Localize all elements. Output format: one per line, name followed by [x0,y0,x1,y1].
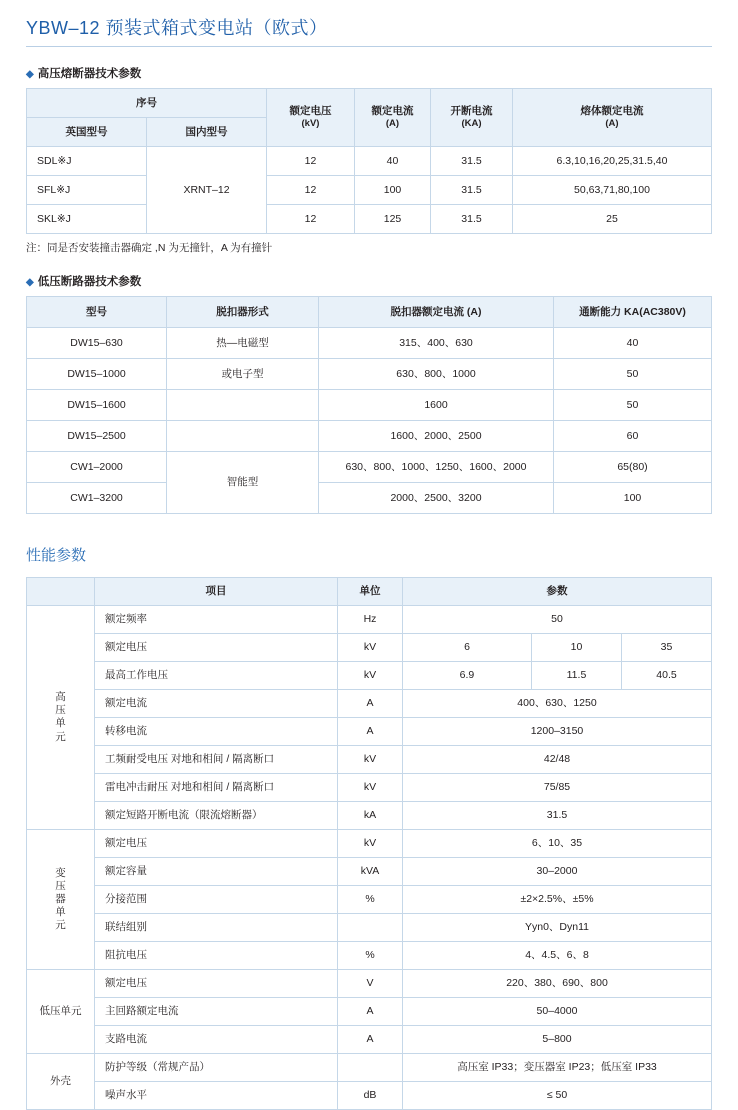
table-row [27,998,712,1026]
cell-breaking-capacity: 40 [554,328,712,359]
header-fuse-rated-current-unit: (A) [605,118,619,130]
table-row [27,830,712,858]
cell-value: 400、630、1250 [403,690,712,718]
table-row [27,690,712,718]
table-row [27,1026,712,1054]
hv-fuse-table [26,88,712,234]
hv-fuse-note: 注：同是否安装撞击器确定 ,N 为无撞针，A 为有撞针 [26,242,273,254]
lv-breaker-table [26,296,712,514]
header-breaking-capacity: 通断能力 KA(AC380V) [554,297,712,328]
table-row [27,147,712,176]
table-row [27,452,712,483]
table-row [27,328,712,359]
table-row [27,858,712,886]
cell-unit: % [338,942,403,970]
header-fuse-rated-current [513,89,712,147]
cell-model: CW1–3200 [27,483,167,514]
cell-breaking-capacity: 50 [554,359,712,390]
table-row [27,390,712,421]
cell-rated-voltage: 12 [267,205,355,234]
section-heading-lv-breaker [26,273,712,289]
table-row [27,662,712,690]
table-row [27,606,712,634]
cell-value: 35 [621,634,711,662]
group-label-hv-text: 高压单元 [55,691,66,743]
section-heading-hv-fuse [26,65,712,81]
cell-fuse-rated-current: 6.3,10,16,20,25,31.5,40 [513,147,712,176]
cell-rated-current: 40 [355,147,431,176]
cell-rated-current: 100 [355,176,431,205]
cell-breaking-current: 31.5 [431,147,513,176]
header-item: 项目 [95,578,338,606]
cell-unit: kA [338,802,403,830]
cell-item: 转移电流 [95,718,338,746]
header-uk-model: 英国型号 [27,118,147,147]
cell-item: 支路电流 [95,1026,338,1054]
cell-unit: dB [338,1082,403,1110]
cell-value: 31.5 [403,802,712,830]
table-row [27,914,712,942]
cell-trip-type [167,421,319,452]
section2-heading-text: 低压断路器技术参数 [37,276,142,288]
cell-unit: A [338,718,403,746]
cell-trip-rated-current: 1600 [319,390,554,421]
cell-item: 分接范围 [95,886,338,914]
cell-value: 30–2000 [403,858,712,886]
cell-uk-model: SFL※J [27,176,147,205]
cell-unit: kV [338,634,403,662]
cell-model: DW15–1000 [27,359,167,390]
cell-value: ±2×2.5%、±5% [403,886,712,914]
cell-trip-rated-current: 2000、2500、3200 [319,483,554,514]
cell-value: 40.5 [621,662,711,690]
table-row [27,886,712,914]
cell-trip-rated-current: 630、800、1000 [319,359,554,390]
cell-unit: kVA [338,858,403,886]
cell-trip-type: 智能型 [167,452,319,514]
cell-unit: A [338,998,403,1026]
diamond-bullet-icon: ◆ [26,277,34,288]
cell-unit: kV [338,746,403,774]
cell-unit [338,1054,403,1082]
cell-rated-voltage: 12 [267,147,355,176]
cell-model: CW1–2000 [27,452,167,483]
group-label-enclosure: 外壳 [27,1054,95,1110]
table-row [27,483,712,514]
cell-breaking-capacity: 50 [554,390,712,421]
table-header-row [27,297,712,328]
cell-item: 额定短路开断电流（限流熔断器） [95,802,338,830]
table-row [27,970,712,998]
cell-item: 额定容量 [95,858,338,886]
cell-item: 额定电压 [95,970,338,998]
header-breaking-current-text: 开断电流 [450,105,493,117]
cell-breaking-current: 31.5 [431,205,513,234]
cell-uk-model: SDL※J [27,147,147,176]
header-model: 型号 [27,297,167,328]
performance-table [26,577,712,1110]
cell-unit: kV [338,662,403,690]
cell-unit: kV [338,774,403,802]
cell-value: 1200–3150 [403,718,712,746]
header-rated-current-text: 额定电流 [371,105,414,117]
cell-item: 阻抗电压 [95,942,338,970]
table-row [27,1082,712,1110]
cell-trip-rated-current: 1600、2000、2500 [319,421,554,452]
cell-value: 6.9 [403,662,532,690]
cell-item: 最高工作电压 [95,662,338,690]
cell-item: 联结组别 [95,914,338,942]
cell-uk-model: SKL※J [27,205,147,234]
header-unit: 单位 [338,578,403,606]
cell-value: 220、380、690、800 [403,970,712,998]
group-label-transformer-text: 变压器单元 [55,866,66,932]
table-row [27,176,712,205]
table-row [27,718,712,746]
cell-value: 50–4000 [403,998,712,1026]
cell-trip-type: 热—电磁型 [167,328,319,359]
cell-unit: Hz [338,606,403,634]
table-row [27,802,712,830]
cell-model: DW15–1600 [27,390,167,421]
cell-unit: A [338,1026,403,1054]
cell-value: 6 [403,634,532,662]
cell-value: ≤ 50 [403,1082,712,1110]
cell-value: 11.5 [531,662,621,690]
cell-breaking-capacity: 65(80) [554,452,712,483]
cell-breaking-capacity: 60 [554,421,712,452]
header-cn-model: 国内型号 [147,118,267,147]
header-rated-current [355,89,431,147]
section-heading-performance: 性能参数 [26,547,87,564]
cell-model: DW15–630 [27,328,167,359]
cell-value: 5–800 [403,1026,712,1054]
cell-item: 额定电流 [95,690,338,718]
table-row [27,746,712,774]
table-header-row [27,89,712,118]
cell-fuse-rated-current: 50,63,71,80,100 [513,176,712,205]
header-trip-rated-current: 脱扣器额定电流 (A) [319,297,554,328]
cell-model: DW15–2500 [27,421,167,452]
header-param: 参数 [403,578,712,606]
cell-unit: kV [338,830,403,858]
table-row [27,421,712,452]
cell-rated-current: 125 [355,205,431,234]
cell-value: 50 [403,606,712,634]
cell-value: 4、4.5、6、8 [403,942,712,970]
group-label-transformer [27,830,95,970]
header-fuse-rated-current-text: 熔体额定电流 [580,105,644,117]
diamond-bullet-icon: ◆ [26,69,34,80]
cell-trip-type: 或电子型 [167,359,319,390]
page-title: YBW–12 预装式箱式变电站（欧式） [26,18,328,38]
table-row [27,634,712,662]
cell-value: 6、10、35 [403,830,712,858]
header-breaking-current [431,89,513,147]
document-header [26,0,712,47]
cell-trip-rated-current: 315、400、630 [319,328,554,359]
header-serial: 序号 [27,89,267,118]
table-header-row [27,578,712,606]
header-breaking-current-unit: (KA) [461,118,482,130]
cell-item: 防护等级（常规产品） [95,1054,338,1082]
cell-unit [338,914,403,942]
header-group [27,578,95,606]
cell-value: 高压室 IP33；变压器室 IP23；低压室 IP33 [403,1054,712,1082]
table-row [27,205,712,234]
cell-cn-model: XRNT–12 [147,147,267,234]
cell-item: 额定频率 [95,606,338,634]
header-rated-current-unit: (A) [385,118,400,130]
cell-unit: A [338,690,403,718]
cell-trip-type [167,390,319,421]
cell-breaking-current: 31.5 [431,176,513,205]
header-trip-type: 脱扣器形式 [167,297,319,328]
cell-trip-rated-current: 630、800、1000、1250、1600、2000 [319,452,554,483]
table-row [27,942,712,970]
cell-rated-voltage: 12 [267,176,355,205]
title-divider [26,46,712,47]
cell-item: 噪声水平 [95,1082,338,1110]
cell-value: 42/48 [403,746,712,774]
header-rated-voltage-text: 额定电压 [289,105,332,117]
cell-value: 10 [531,634,621,662]
cell-value: 75/85 [403,774,712,802]
cell-item: 主回路额定电流 [95,998,338,1026]
cell-item: 雷电冲击耐压 对地和相间 / 隔离断口 [95,774,338,802]
cell-item: 工频耐受电压 对地和相间 / 隔离断口 [95,746,338,774]
table-row [27,1054,712,1082]
header-rated-voltage [267,89,355,147]
cell-fuse-rated-current: 25 [513,205,712,234]
header-rated-voltage-unit: (kV) [301,118,320,130]
table-row [27,774,712,802]
cell-item: 额定电压 [95,634,338,662]
cell-item: 额定电压 [95,830,338,858]
group-label-lv: 低压单元 [27,970,95,1054]
cell-value: Yyn0、Dyn11 [403,914,712,942]
cell-unit: V [338,970,403,998]
cell-unit: % [338,886,403,914]
cell-breaking-capacity: 100 [554,483,712,514]
group-label-hv [27,606,95,830]
section1-heading-text: 高压熔断器技术参数 [37,68,142,80]
table-row [27,359,712,390]
